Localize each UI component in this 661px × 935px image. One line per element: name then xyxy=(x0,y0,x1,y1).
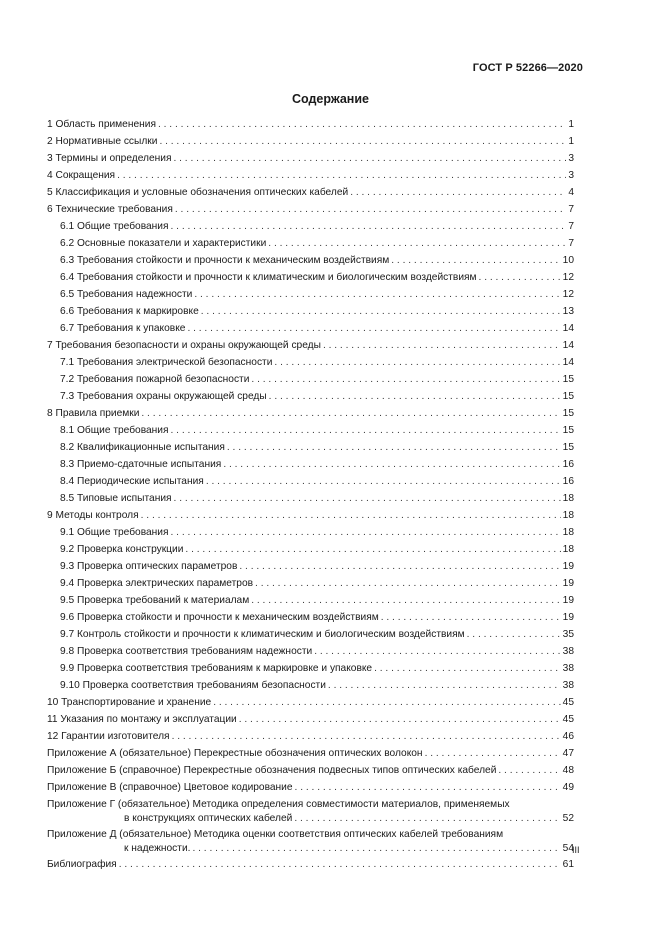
toc-page-number: 19 xyxy=(562,612,574,623)
dot-leader xyxy=(227,441,561,455)
toc-entry-text: 8.5 Типовые испытания xyxy=(60,493,172,504)
toc-entry[interactable] xyxy=(47,679,574,696)
toc-entry[interactable] xyxy=(47,135,574,152)
toc-page-number: 3 xyxy=(568,153,574,164)
toc-entry-text: 6 Технические требования xyxy=(47,204,173,215)
toc-entry-text: 8.2 Квалификационные испытания xyxy=(60,442,225,453)
toc-page-number: 12 xyxy=(562,272,574,283)
toc-entry[interactable] xyxy=(47,339,574,356)
dot-leader xyxy=(206,475,561,489)
dot-leader xyxy=(158,118,566,132)
toc-entry[interactable] xyxy=(47,305,574,322)
toc-entry[interactable] xyxy=(47,441,574,458)
toc-page-number: 12 xyxy=(562,289,574,300)
toc-entry[interactable] xyxy=(47,713,574,730)
toc-page-number: 1 xyxy=(568,136,574,147)
toc-page-number: 18 xyxy=(562,510,574,521)
toc-entry-text: 9.3 Проверка оптических параметров xyxy=(60,561,238,572)
dot-leader xyxy=(269,390,561,404)
toc-entry[interactable] xyxy=(47,509,574,526)
toc-title: Содержание xyxy=(291,92,369,106)
toc-entry-text: Библиография xyxy=(47,859,117,870)
dot-leader xyxy=(192,842,560,856)
toc-entry[interactable] xyxy=(47,828,574,858)
toc-entry[interactable] xyxy=(47,577,574,594)
toc-page-number: 46 xyxy=(562,731,574,742)
toc-entry[interactable] xyxy=(47,237,574,254)
toc-entry-text: 6.6 Требования к маркировке xyxy=(60,306,199,317)
toc-entry-text: 8.4 Периодические испытания xyxy=(60,476,204,487)
toc-page-number: 49 xyxy=(562,782,574,793)
toc-entry-text: 7.3 Требования охраны окружающей среды xyxy=(60,391,267,402)
dot-leader xyxy=(119,858,561,872)
toc-page-number: 14 xyxy=(562,357,574,368)
toc-entry-text: 9.6 Проверка стойкости и прочности к механическим воздействиям xyxy=(60,612,379,623)
toc-entry-text: 7 Требования безопасности и охраны окружающей среды xyxy=(47,340,321,351)
dot-leader xyxy=(141,509,561,523)
toc-page-number: 18 xyxy=(562,544,574,555)
dot-leader xyxy=(173,152,566,166)
dot-leader xyxy=(251,373,560,387)
toc-entry-text: 9.7 Контроль стойкости и прочности к климатическим и биологическим воздействиям xyxy=(60,629,465,640)
toc-entry[interactable] xyxy=(47,611,574,628)
toc-page-number: 38 xyxy=(562,646,574,657)
toc-page-number: 15 xyxy=(562,442,574,453)
toc-entry[interactable] xyxy=(47,407,574,424)
dot-leader xyxy=(187,322,560,336)
dot-leader xyxy=(391,254,560,268)
toc-page-number: 45 xyxy=(562,714,574,725)
toc-page-number: 38 xyxy=(562,680,574,691)
toc-entry[interactable] xyxy=(47,322,574,339)
toc-entry[interactable] xyxy=(47,118,574,135)
toc-entry-text: 9.10 Проверка соответствия требованиям безопасности xyxy=(60,680,326,691)
toc-entry-text: 6.4 Требования стойкости и прочности к климатическим и биологическим воздействиям xyxy=(60,272,477,283)
toc-entry[interactable] xyxy=(47,560,574,577)
toc-entry[interactable] xyxy=(47,203,574,220)
toc-entry[interactable] xyxy=(47,458,574,475)
dot-leader xyxy=(239,560,560,574)
toc-entry[interactable] xyxy=(47,220,574,237)
toc-entry-text: 6.5 Требования надежности xyxy=(60,289,193,300)
toc-page-number: 45 xyxy=(562,697,574,708)
toc-page-number: 48 xyxy=(562,765,574,776)
toc-page-number: 16 xyxy=(562,476,574,487)
toc-page-number: 15 xyxy=(562,408,574,419)
dot-leader xyxy=(213,696,560,710)
toc-page-number: 15 xyxy=(562,374,574,385)
dot-leader xyxy=(172,730,561,744)
dot-leader xyxy=(141,407,560,421)
toc-page-number: 18 xyxy=(562,527,574,538)
dot-leader xyxy=(117,169,566,183)
toc-page-number: 15 xyxy=(562,425,574,436)
dot-leader xyxy=(479,271,561,285)
toc-entry[interactable] xyxy=(47,356,574,373)
toc-entry-text: Приложение А (обязательное) Перекрестные обозначения оптических волокон xyxy=(47,748,423,759)
toc-entry-text: 8 Правила приемки xyxy=(47,408,140,419)
toc-entry[interactable] xyxy=(47,152,574,169)
toc-entry-text: 2 Нормативные ссылки xyxy=(47,136,158,147)
toc-entry-text: 12 Гарантии изготовителя xyxy=(47,731,170,742)
toc-entry-text-continued: в конструкциях оптических кабелей xyxy=(124,813,293,824)
toc-page-number: 19 xyxy=(562,578,574,589)
toc-page-number: 7 xyxy=(568,221,574,232)
toc-entry[interactable] xyxy=(47,390,574,407)
dot-leader xyxy=(350,186,566,200)
toc-page-number: 35 xyxy=(562,629,574,640)
toc-entry[interactable] xyxy=(47,858,574,875)
toc-entry[interactable] xyxy=(47,628,574,645)
toc-page-number: 54 xyxy=(562,843,574,854)
toc-entry[interactable] xyxy=(47,543,574,560)
toc-entry[interactable] xyxy=(47,271,574,288)
toc-entry-text: 9.9 Проверка соответствия требованиям к маркировке и упаковке xyxy=(60,663,373,674)
toc-entry[interactable] xyxy=(47,594,574,611)
toc-entry-text: 9.2 Проверка конструкции xyxy=(60,544,184,555)
toc-entry-text: 4 Сокращения xyxy=(47,170,116,181)
dot-leader xyxy=(251,594,560,608)
dot-leader xyxy=(314,645,560,659)
toc-entry-text: 7.1 Требования электрической безопасности xyxy=(60,357,273,368)
toc-entry-text: Приложение В (справочное) Цветовое кодирование xyxy=(47,782,293,793)
dot-leader xyxy=(175,203,566,217)
toc-entry[interactable] xyxy=(47,373,574,390)
toc-entry-text-continued: к надежности. xyxy=(124,843,191,854)
table-of-contents xyxy=(47,118,574,875)
toc-entry[interactable] xyxy=(47,526,574,543)
toc-entry[interactable] xyxy=(47,424,574,441)
toc-page-number: 7 xyxy=(568,204,574,215)
dot-leader xyxy=(467,628,561,642)
toc-entry-text: 5 Классификация и условные обозначения оптических кабелей xyxy=(47,187,349,198)
toc-entry[interactable] xyxy=(47,492,574,509)
dot-leader xyxy=(223,458,560,472)
toc-entry-text: 8.1 Общие требования xyxy=(60,425,169,436)
toc-entry-text: 6.1 Общие требования xyxy=(60,221,169,232)
toc-entry[interactable] xyxy=(47,254,574,271)
toc-page-number: 52 xyxy=(562,813,574,824)
toc-page-number: 1 xyxy=(568,119,574,130)
toc-entry[interactable] xyxy=(47,696,574,713)
dot-leader xyxy=(201,305,561,319)
dot-leader xyxy=(268,237,566,251)
toc-entry-text: 6.2 Основные показатели и характеристики xyxy=(60,238,267,249)
toc-entry[interactable] xyxy=(47,186,574,203)
dot-leader xyxy=(159,135,566,149)
toc-entry-text: 9.8 Проверка соответствия требованиям надежности xyxy=(60,646,313,657)
toc-entry-text: 6.7 Требования к упаковке xyxy=(60,323,186,334)
dot-leader xyxy=(425,747,561,761)
dot-leader xyxy=(498,764,560,778)
toc-page-number: 16 xyxy=(562,459,574,470)
toc-entry-text: 1 Область применения xyxy=(47,119,156,130)
toc-entry-text: 9.1 Общие требования xyxy=(60,527,169,538)
toc-page-number: 4 xyxy=(568,187,574,198)
toc-entry[interactable] xyxy=(47,781,574,798)
toc-entry-text: Приложение Б (справочное) Перекрестные обозначения подвесных типов оптических кабелей xyxy=(47,765,497,776)
toc-page-number: 61 xyxy=(562,859,574,870)
dot-leader xyxy=(374,662,561,676)
dot-leader xyxy=(381,611,561,625)
toc-page-number: 47 xyxy=(562,748,574,759)
toc-entry-text: 9.4 Проверка электрических параметров xyxy=(60,578,254,589)
toc-entry-text: 9.5 Проверка требований к материалам xyxy=(60,595,250,606)
toc-entry-text: 10 Транспортирование и хранение xyxy=(47,697,212,708)
toc-entry-text: 9 Методы контроля xyxy=(47,510,139,521)
toc-page-number: 38 xyxy=(562,663,574,674)
toc-entry-text: 11 Указания по монтажу и эксплуатации xyxy=(47,714,237,725)
toc-entry-text: 7.2 Требования пожарной безопасности xyxy=(60,374,250,385)
toc-entry[interactable] xyxy=(47,288,574,305)
toc-entry-text: 8.3 Приемо-сдаточные испытания xyxy=(60,459,222,470)
dot-leader xyxy=(185,543,560,557)
standard-header: ГОСТ Р 52266—2020 xyxy=(472,62,583,74)
toc-page-number: 15 xyxy=(562,391,574,402)
dot-leader xyxy=(171,220,567,234)
toc-page-number: 19 xyxy=(562,595,574,606)
dot-leader xyxy=(328,679,561,693)
toc-page-number: 14 xyxy=(562,340,574,351)
dot-leader xyxy=(255,577,561,591)
toc-entry[interactable] xyxy=(47,662,574,679)
toc-entry[interactable] xyxy=(47,169,574,186)
dot-leader xyxy=(295,781,561,795)
dot-leader xyxy=(294,812,560,826)
toc-entry[interactable] xyxy=(47,475,574,492)
dot-leader xyxy=(194,288,560,302)
toc-page-number: 7 xyxy=(568,238,574,249)
toc-entry-text: 3 Термины и определения xyxy=(47,153,172,164)
toc-page-number: 14 xyxy=(562,323,574,334)
toc-entry[interactable] xyxy=(47,645,574,662)
toc-entry[interactable] xyxy=(47,764,574,781)
dot-leader xyxy=(174,492,561,506)
toc-entry-text: Приложение Г (обязательное) Методика определения совместимости материалов, применяемых xyxy=(47,799,510,810)
toc-entry[interactable] xyxy=(47,747,574,764)
dot-leader xyxy=(323,339,561,353)
toc-page-number: 13 xyxy=(562,306,574,317)
dot-leader xyxy=(171,424,561,438)
dot-leader xyxy=(239,713,561,727)
page-number: III xyxy=(572,845,580,855)
toc-page-number: 19 xyxy=(562,561,574,572)
toc-page-number: 3 xyxy=(568,170,574,181)
toc-entry-text: 6.3 Требования стойкости и прочности к механическим воздействиям xyxy=(60,255,390,266)
dot-leader xyxy=(171,526,561,540)
toc-entry[interactable] xyxy=(47,798,574,828)
dot-leader xyxy=(274,356,560,370)
toc-page-number: 10 xyxy=(562,255,574,266)
toc-page-number: 18 xyxy=(562,493,574,504)
toc-entry[interactable] xyxy=(47,730,574,747)
toc-entry-text: Приложение Д (обязательное) Методика оценки соответствия оптических кабелей требованиям xyxy=(47,829,504,840)
